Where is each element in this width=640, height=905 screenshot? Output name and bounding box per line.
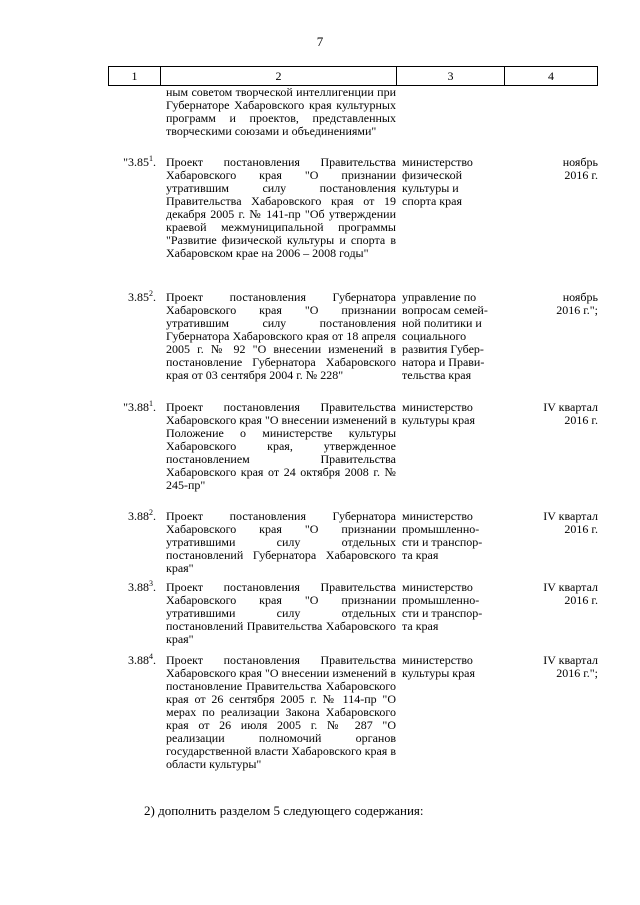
row-deadline: IV квартал 2016 г."; [543,653,598,680]
header-col-4: 4 [548,69,554,83]
row-responsible: управление по вопросам семей- ной политики и социального развития Губер- натора и Прави- тельства края [402,290,488,382]
row-number: 3.88$^4$. [128,652,156,667]
page-number: 7 [316,34,324,49]
ending-paragraph: 2) дополнить разделом 5 следующего содержания: [144,803,424,818]
row-responsible: министерство культуры края [402,400,475,427]
continuation-text: ным советом творческой интеллигенции при Губернаторе Хабаровского края культурных программ и проектов, представленных творческими союзами и объединениями" [166,85,396,138]
row-description: Проект постановления Правительства Хабаровского края "О признании утратившим силу постановления Правительства Хабаровского края от 19 декабря 2005 г. № 141-пр "Об утверждении краевой межмуниципальной программы "Развитие физической культуры и спорта в Хабаровском крае на 2006 – 2008 годы" [166,155,396,260]
header-col-2: 2 [161,67,397,85]
row-responsible: министерство физической культуры и спорта края [402,155,473,208]
row-number: "3.88$^1$. [123,399,156,414]
row-number: 3.88$^2$. [128,508,156,523]
row-description: Проект постановления Губернатора Хабаровского края "О признании утратившими силу отдельных постановлений Губернатора Хабаровского края" [166,509,396,575]
row-number: 3.88$^3$. [128,579,156,594]
table-header [108,66,598,86]
row-deadline: IV квартал 2016 г. [543,509,598,536]
row-deadline: IV квартал 2016 г. [543,580,598,607]
row-description: Проект постановления Губернатора Хабаровского края "О признании утратившим силу постановления Губернатора Хабаровского края от 18 апреля 2005 г. № 92 "О внесении изменений в постановление Губернатора Хабаровского края от 03 сентября 2004 г. № 228" [166,290,396,382]
row-responsible: министерство культуры края [402,653,475,680]
row-deadline: ноябрь 2016 г."; [556,290,598,317]
header-col-3: 3 [397,67,505,85]
header-col-1: 1 [109,67,161,85]
row-number: 3.85$^2$. [128,289,156,304]
row-description: Проект постановления Правительства Хабаровского края "О внесении изменений в постановление Правительства Хабаровского края от 26 сентября 2005 г. № 114-пр "О мерах по реализации Закона Хабаровского края от 26 июля 2005 г. № 287 "О реализации полномочий органов государственной власти Хабаровского края в области культуры" [166,653,396,771]
row-deadline: IV квартал 2016 г. [543,400,598,427]
row-description: Проект постановления Правительства Хабаровского края "О признании утратившими силу отдельных постановлений Правительства Хабаровского края" [166,580,396,646]
row-deadline: ноябрь 2016 г. [562,155,598,182]
row-responsible: министерство промышленно- сти и транспор- та края [402,580,483,633]
row-responsible: министерство промышленно- сти и транспор- та края [402,509,483,562]
row-description: Проект постановления Правительства Хабаровского края "О внесении изменений в Положение о министерстве культуры Хабаровского края, утвержденное постановлением Правительства Хабаровского края от 24 октября 2008 г. № 245-пр" [166,400,396,492]
row-number: "3.85$^1$. [123,154,156,169]
